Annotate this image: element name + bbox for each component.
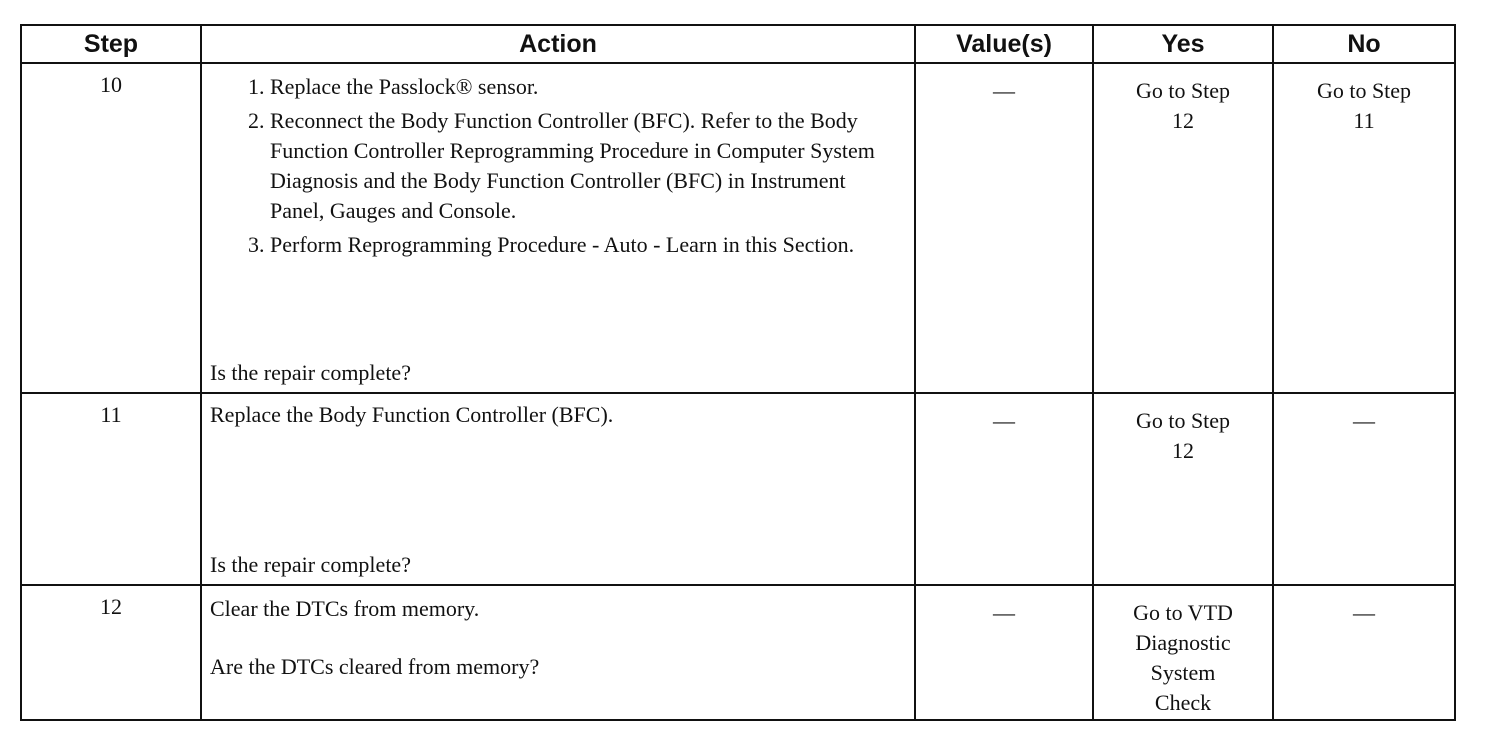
no-cell <box>1273 63 1455 393</box>
header-no: No <box>1273 25 1455 63</box>
header-values: Value(s) <box>915 25 1093 63</box>
action-cell <box>201 585 915 720</box>
header-step: Step <box>21 25 201 63</box>
step-number: 11 <box>21 393 201 585</box>
yes-cell <box>1093 585 1273 720</box>
yes-link-text: Go to Step <box>1135 78 1231 103</box>
header-action: Action <box>201 25 915 63</box>
list-item: 1. Replace the Passlock® sensor. <box>270 72 900 102</box>
yes-link-text: Go to Step <box>1135 408 1231 433</box>
no-step-number: 11 <box>1353 108 1375 133</box>
table-row <box>21 393 1455 585</box>
step-number: 12 <box>21 585 201 720</box>
yes-line: Diagnostic <box>1135 630 1231 655</box>
yes-step-number: 12 <box>1172 438 1194 463</box>
question-text: Is the repair complete? <box>210 552 411 577</box>
action-list <box>240 72 900 260</box>
yes-step-number: 12 <box>1172 108 1194 133</box>
yes-line: Go to VTD <box>1133 600 1233 625</box>
diagnostic-table <box>20 24 1456 721</box>
header-row <box>21 25 1455 63</box>
table-row <box>21 63 1455 393</box>
yes-cell <box>1093 393 1273 585</box>
no-link-text: Go to Step <box>1316 78 1412 103</box>
value-cell: — <box>915 63 1093 393</box>
table-row <box>21 585 1455 720</box>
list-item: 2. Reconnect the Body Function Controller (BFC). Refer to the Body Function Controller Reprogramming Procedure in Computer System Diagnosis and the Body Function Controller (BFC) in Instrument Panel, Gauges and Console. <box>270 106 900 226</box>
no-cell: — <box>1273 585 1455 720</box>
list-item: 3. Perform Reprogramming Procedure - Auto - Learn in this Section. <box>270 230 900 260</box>
question-text: Is the repair complete? <box>210 360 411 385</box>
action-text: Replace the Body Function Controller (BFC). <box>210 402 614 427</box>
value-cell: — <box>915 393 1093 585</box>
action-cell <box>201 393 915 585</box>
value-cell: — <box>915 585 1093 720</box>
header-yes: Yes <box>1093 25 1273 63</box>
action-text: Clear the DTCs from memory. <box>210 596 480 621</box>
question-text: Are the DTCs cleared from memory? <box>210 654 540 679</box>
yes-cell <box>1093 63 1273 393</box>
action-cell <box>201 63 915 393</box>
yes-line: Check <box>1154 690 1212 715</box>
yes-line: System <box>1150 660 1216 685</box>
no-cell: — <box>1273 393 1455 585</box>
step-number: 10 <box>21 63 201 393</box>
